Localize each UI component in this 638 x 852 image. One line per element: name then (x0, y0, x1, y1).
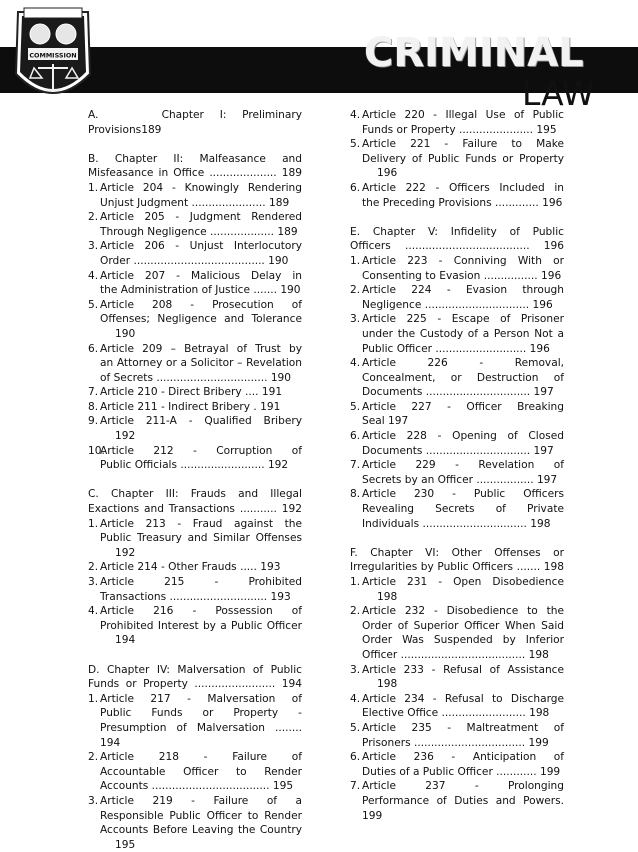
toc-item-line: the Preceding Provisions ............. 196 (362, 196, 563, 209)
toc-item-line: Prisoners ................................. 199 (362, 736, 549, 749)
toc-item-line: Secrets by an Officer ................. 197 (362, 473, 558, 486)
toc-item-line: Article 235 - Maltreatment of (362, 721, 564, 734)
toc-item-line: Consenting to Evasion ................ 196 (362, 269, 562, 282)
toc-item-line: Unjust Judgment ...................... 189 (100, 196, 290, 209)
toc-item-line: Transactions ............................. 193 (100, 590, 291, 603)
page-title: CRIMINAL (364, 30, 584, 76)
toc-item-number: 2. (88, 561, 99, 574)
toc-line: Funds or Property ........................ 194 (88, 678, 302, 691)
toc-item-number: 6. (350, 751, 361, 764)
toc-item-line: Article 223 - Conniving With or (362, 254, 564, 267)
toc-item-line: Article 219 - Failure of a (100, 794, 302, 807)
toc-item (350, 312, 564, 356)
toc-item-line: Performance of Duties and Powers. 199 (362, 794, 564, 822)
toc-page-number: 196 (377, 167, 398, 180)
toc-section-d (88, 663, 302, 692)
toc-line: Officers ..................................... 196 (350, 240, 564, 253)
page-subtitle: LAW (522, 74, 595, 113)
toc-line: B. Chapter II: Malfeasance and (88, 152, 302, 165)
toc-item-line: under the Custody of a Person Not a (362, 327, 564, 340)
toc-item-line: Concealment, or Destruction of (362, 371, 564, 384)
toc-item (350, 721, 564, 750)
toc-item-line: Article 211 - Indirect Bribery . 191 (100, 400, 281, 413)
toc-item (350, 575, 564, 604)
toc-item-number: 2. (88, 211, 99, 224)
toc-item-number: 1. (350, 576, 361, 588)
toc-item-line: Article 211-A - Qualified Bribery (100, 415, 302, 428)
toc-page-number: 198 (377, 678, 398, 691)
toc-right-column (350, 108, 564, 823)
toc-item-number: 6. (88, 342, 99, 355)
toc-page-number: 198 (377, 590, 398, 603)
toc-item-line: Article 220 - Illegal Use of Public (362, 109, 564, 121)
toc-item-number: 4. (88, 269, 99, 282)
toc-item-number: 3. (88, 794, 99, 807)
toc-section-b (88, 152, 302, 181)
toc-item-line: Article 237 - Prolonging (362, 780, 564, 793)
toc-item-line: Article 216 - Possession of (100, 605, 302, 618)
toc-item-number: 1. (88, 517, 99, 530)
toc-item-number: 1. (88, 181, 99, 194)
toc-item-number: 1. (88, 692, 99, 705)
toc-item (350, 356, 564, 400)
toc-item-line: Order ....................................... 190 (100, 254, 289, 267)
toc-item (88, 210, 302, 239)
toc-item-line: Revealing Secrets of Private (362, 503, 564, 516)
toc-item (350, 429, 564, 458)
toc-section-f (350, 546, 564, 575)
toc-item-line: Article 232 - Disobedience to the (362, 605, 564, 618)
toc-item-line: Article 236 - Anticipation of (362, 751, 564, 764)
toc-item-number: 6. (350, 181, 361, 194)
toc-item-line: Article 225 - Escape of Prisoner (362, 313, 564, 326)
toc-item-line: Article 214 - Other Frauds ..... 193 (100, 561, 281, 574)
toc-item (350, 779, 564, 823)
toc-item (88, 560, 302, 575)
toc-item (350, 254, 564, 283)
toc-item-line: Article 218 - Failure of (100, 751, 302, 764)
toc-item (88, 517, 302, 561)
toc-item-number: 2. (350, 605, 361, 618)
toc-item (88, 385, 302, 400)
toc-section-b-items (88, 181, 302, 473)
toc-section-d-items (88, 692, 302, 852)
toc-item-line: Article 227 - Officer Breaking (362, 400, 564, 413)
toc-section-c (88, 487, 302, 516)
toc-item-number: 2. (350, 284, 361, 297)
toc-item (88, 414, 302, 443)
toc-item-line: Funds or Property ...................... 195 (362, 123, 557, 136)
toc-line: D. Chapter IV: Malversation of Public (88, 663, 302, 676)
toc-line: E. Chapter V: Infidelity of Public (350, 225, 564, 238)
toc-line: Irregularities by Public Officers ....... 198 (350, 561, 564, 574)
toc-item-line: Duties of a Public Officer ............ 199 (362, 765, 561, 778)
toc-item (350, 458, 564, 487)
toc-item-number: 7. (88, 386, 99, 399)
toc-item-line: Article 207 - Malicious Delay in (100, 269, 302, 282)
toc-item (88, 750, 302, 794)
toc-item-line: Article 228 - Opening of Closed (362, 430, 564, 443)
toc-item-line: Article 206 - Unjust Interlocutory (100, 240, 302, 253)
toc-section-title: Chapter I: Preliminary Provisions (88, 109, 302, 136)
toc-item-line: Negligence ............................... 196 (362, 298, 553, 311)
toc-page-number: 192 (115, 546, 136, 559)
toc-item-line: Article 217 - Malversation of (100, 692, 302, 705)
scales-of-justice-seal-icon (16, 8, 90, 93)
toc-item-line: Article 208 - Prosecution of (100, 298, 302, 311)
toc-item-number: 9. (88, 415, 99, 428)
toc-item-line: Article 222 - Officers Included in (362, 181, 564, 194)
toc-section-e-items (350, 254, 564, 531)
toc-item-number: 3. (88, 576, 99, 588)
toc-item-line: Article 221 - Failure to Make (362, 138, 564, 151)
toc-item-number: 5. (350, 400, 361, 413)
toc-item (88, 692, 302, 750)
toc-item-line: Article 209 – Betrayal of Trust by (100, 342, 302, 355)
toc-item (88, 444, 302, 473)
toc-item (88, 239, 302, 268)
toc-item-line: Public Treasury and Similar Offenses (100, 532, 302, 545)
toc-section-c-items (88, 517, 302, 648)
toc-item-line: Delivery of Public Funds or Property (362, 152, 564, 165)
toc-item-line: Presumption of Malversation ........ 194 (100, 721, 302, 749)
toc-item (88, 575, 302, 604)
logo-text: COMMISSION (29, 51, 77, 60)
toc-item-number: 8. (350, 488, 361, 501)
toc-item (88, 269, 302, 298)
toc-item (88, 181, 302, 210)
toc-item (350, 487, 564, 531)
toc-item (88, 604, 302, 648)
toc-item (88, 400, 302, 415)
toc-item-line: Documents ............................... 197 (362, 386, 554, 399)
toc-item-line: Responsible Public Officer to Render (100, 809, 302, 822)
toc-item-number: 4. (350, 692, 361, 705)
toc-item-line: Article 213 - Fraud against the (100, 517, 302, 530)
toc-page-number: 195 (115, 838, 136, 851)
toc-item-line: Through Negligence ................... 189 (100, 225, 298, 238)
toc-item-number: 7. (350, 780, 361, 793)
commission-logo (10, 4, 96, 116)
toc-item-line: Article 210 - Direct Bribery .... 191 (100, 386, 283, 399)
toc-item-line: Article 226 - Removal, (362, 357, 564, 370)
toc-item-number: 4. (350, 357, 361, 370)
toc-item-number: 7. (350, 459, 361, 472)
toc-section-e (350, 225, 564, 254)
toc-item-line: Article 224 - Evasion through (362, 284, 564, 297)
toc-item (350, 283, 564, 312)
toc-page-number: 192 (115, 430, 136, 443)
toc-left-column (88, 108, 302, 852)
toc-page-number: 190 (115, 327, 136, 340)
toc-item-line: Accounts Before Leaving the Country (100, 824, 302, 837)
toc-item-line: Article 212 - Corruption of (100, 444, 302, 457)
toc-item-number: 5. (350, 721, 361, 734)
toc-item-line: Article 229 - Revelation of (362, 459, 564, 472)
toc-item-line: Documents ............................... 197 (362, 444, 554, 457)
toc-item-line: Order Was Suspended by Inferior (362, 634, 564, 647)
toc-item (350, 400, 564, 429)
toc-item-number: 6. (350, 430, 361, 443)
toc-item (350, 604, 564, 662)
toc-item-line: the Administration of Justice ....... 190 (100, 284, 301, 297)
toc-item-line: Article 205 - Judgment Rendered (100, 211, 302, 224)
toc-item (88, 342, 302, 386)
toc-item-line: Officer ..................................... 198 (362, 648, 549, 661)
toc-item (350, 692, 564, 721)
toc-item-line: Article 204 - Knowingly Rendering (100, 181, 302, 194)
toc-section-f-items (350, 575, 564, 823)
toc-item-line: Article 231 - Open Disobedience (362, 576, 564, 588)
toc-item (350, 663, 564, 692)
toc-section-label: A. (88, 109, 99, 121)
toc-page-number: 194 (115, 634, 136, 647)
toc-item (88, 298, 302, 342)
toc-item-number: 10. (88, 444, 105, 457)
toc-item-line: Accountable Officer to Render (100, 765, 302, 778)
toc-item-line: Article 215 - Prohibited (100, 576, 302, 588)
toc-item-line: Accounts ................................... 195 (100, 780, 294, 793)
toc-item-line: Article 230 - Public Officers (362, 488, 564, 501)
toc-item-number: 3. (350, 663, 361, 676)
toc-item-line: Article 233 - Refusal of Assistance (362, 663, 564, 676)
toc-item-number: 5. (350, 138, 361, 151)
toc-item-number: 3. (88, 240, 99, 253)
toc-item (88, 794, 302, 852)
toc-item-line: Offenses; Negligence and Tolerance (100, 313, 302, 326)
toc-item-line: an Attorney or a Solicitor – Revelation (100, 357, 302, 370)
toc-section-d-continued-items (350, 108, 564, 210)
toc-line: Exactions and Transactions ........... 192 (88, 503, 302, 516)
toc-section-a (88, 108, 302, 137)
toc-item-line: Public Officials ......................... 192 (100, 459, 289, 472)
toc-item-line: Prohibited Interest by a Public Officer (100, 619, 302, 632)
toc-item (350, 181, 564, 210)
toc-item-line: Article 234 - Refusal to Discharge (362, 692, 564, 705)
toc-item-number: 1. (350, 254, 361, 267)
toc-line: C. Chapter III: Frauds and Illegal (88, 488, 302, 501)
toc-item (350, 108, 564, 137)
toc-item-line: Public Officer ........................... 196 (362, 342, 550, 355)
toc-item-line: Order of Superior Officer When Said (362, 619, 564, 632)
toc-item-line: Individuals ............................... 198 (362, 517, 551, 530)
toc-item-number: 3. (350, 313, 361, 326)
toc-item-line: Seal 197 (362, 415, 409, 428)
toc-page-number: 189 (141, 123, 162, 136)
toc-item-line: Elective Office ......................... 198 (362, 707, 550, 720)
toc-item-line: of Secrets ................................. 190 (100, 371, 292, 384)
toc-item-number: 5. (88, 298, 99, 311)
toc-item-line: Public Funds or Property - (100, 707, 302, 720)
toc-item (350, 750, 564, 779)
toc-item-number: 2. (88, 751, 99, 764)
toc-item-number: 8. (88, 400, 99, 413)
toc-item-number: 4. (350, 109, 361, 121)
toc-line: Misfeasance in Office .................... 189 (88, 167, 302, 180)
toc-item-number: 4. (88, 605, 99, 618)
toc-line: F. Chapter VI: Other Offenses or (350, 546, 564, 559)
toc-item (350, 137, 564, 181)
